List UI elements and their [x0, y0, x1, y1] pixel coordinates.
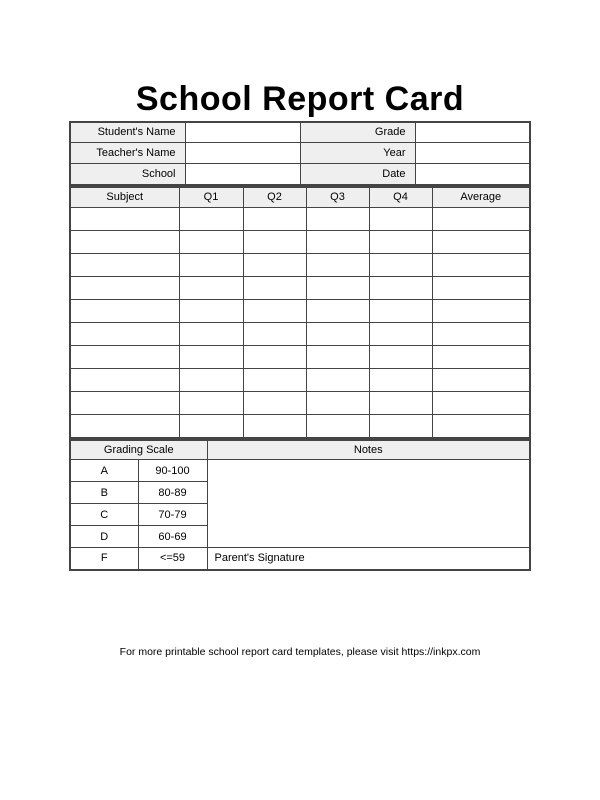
grade-cell[interactable] — [432, 323, 530, 346]
scale-range-d: 60-69 — [138, 526, 207, 548]
grade-row — [70, 369, 530, 392]
scale-range-f: <=59 — [138, 548, 207, 570]
grade-cell[interactable] — [306, 300, 369, 323]
grade-cell[interactable] — [369, 277, 432, 300]
grade-cell[interactable] — [369, 369, 432, 392]
info-row — [70, 164, 530, 185]
grade-field[interactable] — [415, 122, 530, 143]
grade-row — [70, 208, 530, 231]
grades-table — [69, 186, 531, 439]
grade-cell[interactable] — [243, 415, 306, 438]
grade-row — [70, 231, 530, 254]
grades-header-q4: Q4 — [369, 187, 432, 208]
grade-cell[interactable] — [70, 415, 179, 438]
grade-cell[interactable] — [432, 231, 530, 254]
grades-header-row — [70, 187, 530, 208]
grade-cell[interactable] — [179, 300, 243, 323]
grade-cell[interactable] — [369, 415, 432, 438]
grade-cell[interactable] — [179, 208, 243, 231]
grade-cell[interactable] — [432, 392, 530, 415]
grade-cell[interactable] — [369, 254, 432, 277]
grades-header-subject: Subject — [70, 187, 179, 208]
grade-cell[interactable] — [243, 277, 306, 300]
grade-cell[interactable] — [243, 323, 306, 346]
grade-cell[interactable] — [432, 254, 530, 277]
grading-scale-header: Grading Scale — [70, 440, 207, 460]
grade-label: Grade — [300, 122, 415, 143]
grade-cell[interactable] — [243, 208, 306, 231]
grade-cell[interactable] — [179, 277, 243, 300]
notes-area[interactable] — [207, 460, 530, 548]
grade-cell[interactable] — [369, 346, 432, 369]
scale-grade-a: A — [70, 460, 138, 482]
student-name-label: Student's Name — [70, 122, 185, 143]
grade-cell[interactable] — [70, 231, 179, 254]
grade-row — [70, 300, 530, 323]
school-field[interactable] — [185, 164, 300, 185]
grade-row — [70, 254, 530, 277]
grades-header-q2: Q2 — [243, 187, 306, 208]
year-field[interactable] — [415, 143, 530, 164]
grade-row — [70, 277, 530, 300]
scale-range-a: 90-100 — [138, 460, 207, 482]
grade-cell[interactable] — [179, 369, 243, 392]
year-label: Year — [300, 143, 415, 164]
grade-cell[interactable] — [70, 346, 179, 369]
grade-cell[interactable] — [306, 392, 369, 415]
info-row — [70, 143, 530, 164]
scale-grade-c: C — [70, 504, 138, 526]
grade-cell[interactable] — [306, 415, 369, 438]
grade-cell[interactable] — [306, 369, 369, 392]
footer-text: For more printable school report card templates, please visit https://inkpx.com — [119, 645, 481, 658]
grade-row — [70, 415, 530, 438]
grade-row — [70, 323, 530, 346]
scale-grade-d: D — [70, 526, 138, 548]
school-label: School — [70, 164, 185, 185]
teacher-name-field[interactable] — [185, 143, 300, 164]
grade-cell[interactable] — [179, 392, 243, 415]
grade-cell[interactable] — [369, 392, 432, 415]
grade-cell[interactable] — [70, 323, 179, 346]
grade-cell[interactable] — [243, 231, 306, 254]
parent-signature-label: Parent's Signature — [207, 548, 530, 570]
scale-range-b: 80-89 — [138, 482, 207, 504]
grade-cell[interactable] — [70, 392, 179, 415]
student-name-field[interactable] — [185, 122, 300, 143]
grade-cell[interactable] — [432, 369, 530, 392]
grades-header-q1: Q1 — [179, 187, 243, 208]
grade-cell[interactable] — [306, 208, 369, 231]
grades-header-average: Average — [432, 187, 530, 208]
grade-cell[interactable] — [243, 300, 306, 323]
grade-cell[interactable] — [70, 208, 179, 231]
scale-grade-f: F — [70, 548, 138, 570]
notes-header: Notes — [207, 440, 530, 460]
scale-row — [70, 548, 530, 570]
grade-cell[interactable] — [369, 208, 432, 231]
scale-grade-b: B — [70, 482, 138, 504]
grade-cell[interactable] — [306, 254, 369, 277]
grade-row — [70, 346, 530, 369]
grade-cell[interactable] — [243, 346, 306, 369]
grade-cell[interactable] — [179, 254, 243, 277]
grade-cell[interactable] — [70, 300, 179, 323]
teacher-name-label: Teacher's Name — [70, 143, 185, 164]
grade-cell[interactable] — [432, 415, 530, 438]
grade-cell[interactable] — [179, 415, 243, 438]
grade-cell[interactable] — [243, 369, 306, 392]
grade-cell[interactable] — [369, 300, 432, 323]
grades-header-q3: Q3 — [306, 187, 369, 208]
grade-cell[interactable] — [179, 323, 243, 346]
grades-table-body — [70, 208, 530, 438]
grade-cell[interactable] — [432, 300, 530, 323]
grade-cell[interactable] — [243, 254, 306, 277]
grade-cell[interactable] — [369, 323, 432, 346]
grade-cell[interactable] — [70, 369, 179, 392]
info-row — [70, 122, 530, 143]
grade-cell[interactable] — [179, 231, 243, 254]
grade-cell[interactable] — [70, 277, 179, 300]
date-label: Date — [300, 164, 415, 185]
page-title: School Report Card — [135, 80, 465, 118]
grade-cell[interactable] — [306, 323, 369, 346]
grade-cell[interactable] — [432, 277, 530, 300]
grade-cell[interactable] — [432, 346, 530, 369]
grade-row — [70, 392, 530, 415]
scale-header-row — [70, 440, 530, 460]
grade-cell[interactable] — [179, 346, 243, 369]
grade-cell[interactable] — [70, 254, 179, 277]
student-info-table — [69, 121, 531, 186]
grade-cell[interactable] — [306, 231, 369, 254]
grade-cell[interactable] — [306, 346, 369, 369]
grade-cell[interactable] — [432, 208, 530, 231]
scale-row — [70, 460, 530, 482]
date-field[interactable] — [415, 164, 530, 185]
grade-cell[interactable] — [243, 392, 306, 415]
grading-scale-table — [69, 439, 531, 571]
grade-cell[interactable] — [306, 277, 369, 300]
grade-cell[interactable] — [369, 231, 432, 254]
scale-range-c: 70-79 — [138, 504, 207, 526]
